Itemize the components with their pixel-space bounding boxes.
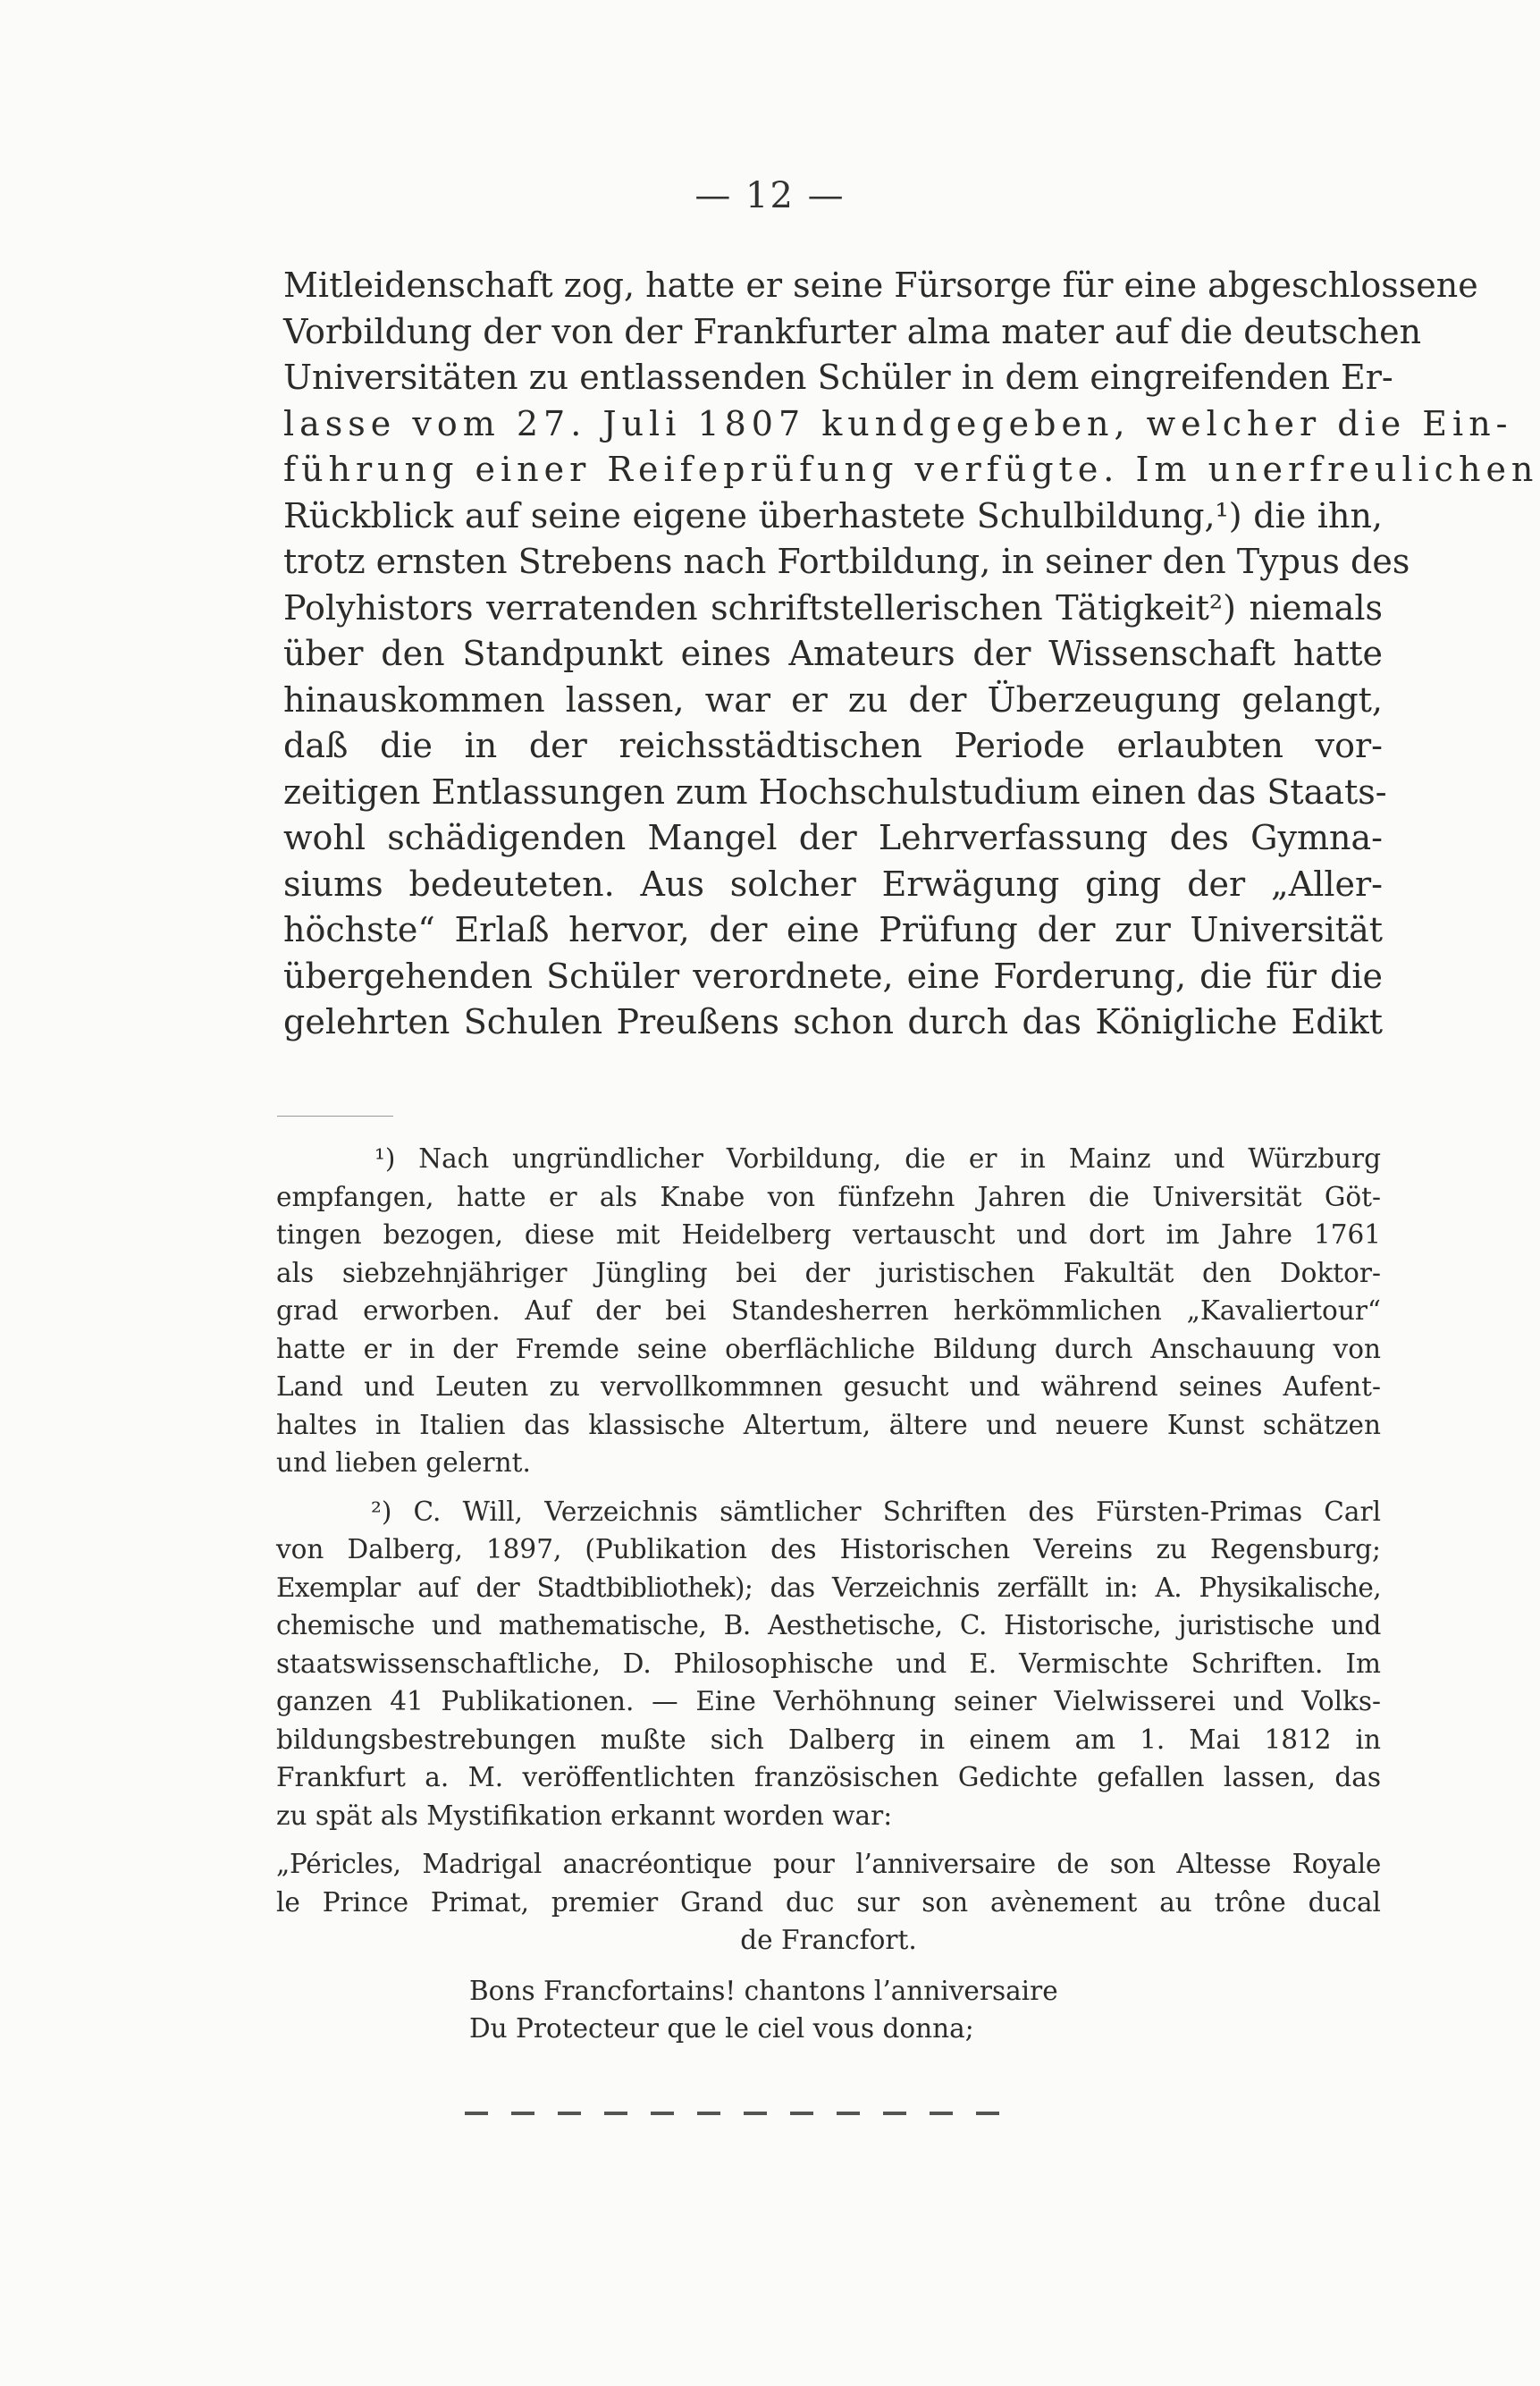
verse — [276, 1972, 1381, 2048]
footnote-1 — [276, 1140, 1381, 1482]
footnote-line: tingen bezogen, diese mit Heidelberg vertauscht und dort im Jahre 1761 — [276, 1219, 1381, 1250]
footnote-line: chemische und mathematische, B. Aesthetische, C. Historische, juristische und — [276, 1610, 1381, 1640]
text-line: zeitigen Entlassungen zum Hochschulstudium einen das Staats- — [283, 771, 1387, 812]
footnote-line: haltes in Italien das klassische Altertum, ältere und neuere Kunst schätzen — [276, 1409, 1381, 1440]
main-text-body — [283, 263, 1539, 1046]
footnote-line: Land und Leuten zu vervollkommnen gesucht und während seines Aufent- — [276, 1371, 1381, 1402]
footnote-line: ²) C. Will, Verzeichnis sämtlicher Schriften des Fürsten-Primas Carl — [371, 1496, 1381, 1527]
text-line: Mitleidenschaft zog, hatte er seine Fürsorge für eine abgeschlossene — [283, 266, 1478, 305]
quote-line: le Prince Primat, premier Grand duc sur son avènement au trône ducal — [276, 1886, 1381, 1918]
footnote-line: als siebzehnjähriger Jüngling bei der juristischen Fakultät den Doktor- — [276, 1257, 1381, 1288]
footnote-line: empfangen, hatte er als Knabe von fünfzehn Jahren die Universität Göt- — [276, 1181, 1381, 1212]
text-line: Universitäten zu entlassenden Schüler in dem eingreifenden Er- — [283, 358, 1393, 397]
footnote-line: zu spät als Mystifikation erkannt worden war: — [276, 1800, 893, 1831]
text-line: Vorbildung der von der Frankfurter alma mater auf die deutschen — [283, 311, 1422, 351]
footnote-line: Frankfurt a. M. veröffentlichten französischen Gedichte gefallen lassen, das — [276, 1762, 1381, 1792]
footnote-line: staatswissenschaftliche, D. Philosophische und E. Vermischte Schriften. Im — [276, 1648, 1381, 1679]
text-line: Polyhistors verratenden schriftstellerischen Tätigkeit²) niemals — [283, 587, 1383, 628]
text-line: höchste“ Erlaß hervor, der eine Prüfung der zur Universität — [283, 910, 1383, 949]
text-line: wohl schädigenden Mangel der Lehrverfassung des Gymna- — [283, 818, 1383, 857]
footnote-2 — [276, 1493, 1381, 1835]
verse-line: Du Protecteur que le ciel vous donna; — [469, 2013, 974, 2044]
text-line: siums bedeuteten. Aus solcher Erwägung ging der „Aller- — [283, 864, 1383, 904]
quote-line: de Francfort. — [740, 1925, 917, 1955]
footnote-line: und lieben gelernt. — [276, 1447, 531, 1478]
text-line: Rückblick auf seine eigene überhastete Schulbildung,¹) die ihn, — [283, 495, 1383, 535]
footnote-line: grad erworben. Auf der bei Standesherren herkömmlichen „Kavaliertour“ — [276, 1295, 1381, 1326]
footnote-line: ganzen 41 Publikationen. — Eine Verhöhnung seiner Vielwisserei und Volks- — [276, 1686, 1381, 1716]
quote-line: „Péricles, Madrigal anacréontique pour l’anniversaire de son Altesse Royale — [276, 1849, 1381, 1879]
footnote-line: ¹) Nach ungründlicher Vorbildung, die er in Mainz und Würzburg — [374, 1143, 1381, 1174]
footnote-line: bildungsbestrebungen mußte sich Dalberg in einem am 1. Mai 1812 in — [276, 1724, 1381, 1755]
page-number: — 12 — — [694, 175, 846, 216]
verse-line: Bons Francfortains! chantons l’anniversaire — [469, 1975, 1058, 2006]
footnote-line: hatte er in der Fremde seine oberflächliche Bildung durch Anschauung von — [276, 1333, 1381, 1364]
text-line: hinauskommen lassen, war er zu der Überzeugung gelangt, — [283, 679, 1383, 720]
text-line: führung einer Reifeprüfung verfügte. Im unerfreulichen — [283, 450, 1539, 489]
footnote-line: von Dalberg, 1897, (Publikation des Historischen Vereins zu Regensburg; — [276, 1534, 1381, 1564]
footnote-line: Exemplar auf der Stadtbibliothek); das Verzeichnis zerfällt in: A. Physikalische, — [276, 1572, 1381, 1603]
footnote-divider — [277, 1116, 393, 1117]
text-line: gelehrten Schulen Preußens schon durch das Königliche Edikt — [283, 1002, 1383, 1041]
footnotes — [276, 1140, 1381, 2048]
text-line: lasse vom 27. Juli 1807 kundgegeben, welcher die Ein- — [283, 403, 1513, 443]
text-line: übergehenden Schüler verordnete, eine Forderung, die für die — [283, 956, 1383, 996]
text-line: daß die in der reichsstädtischen Periode erlaubten vor- — [283, 726, 1383, 765]
text-line: über den Standpunkt eines Amateurs der Wissenschaft hatte — [283, 634, 1383, 673]
text-line: trotz ernsten Strebens nach Fortbildung, in seiner den Typus des — [283, 542, 1410, 581]
french-quote — [276, 1845, 1381, 1960]
dash-separator — [465, 2112, 1019, 2115]
